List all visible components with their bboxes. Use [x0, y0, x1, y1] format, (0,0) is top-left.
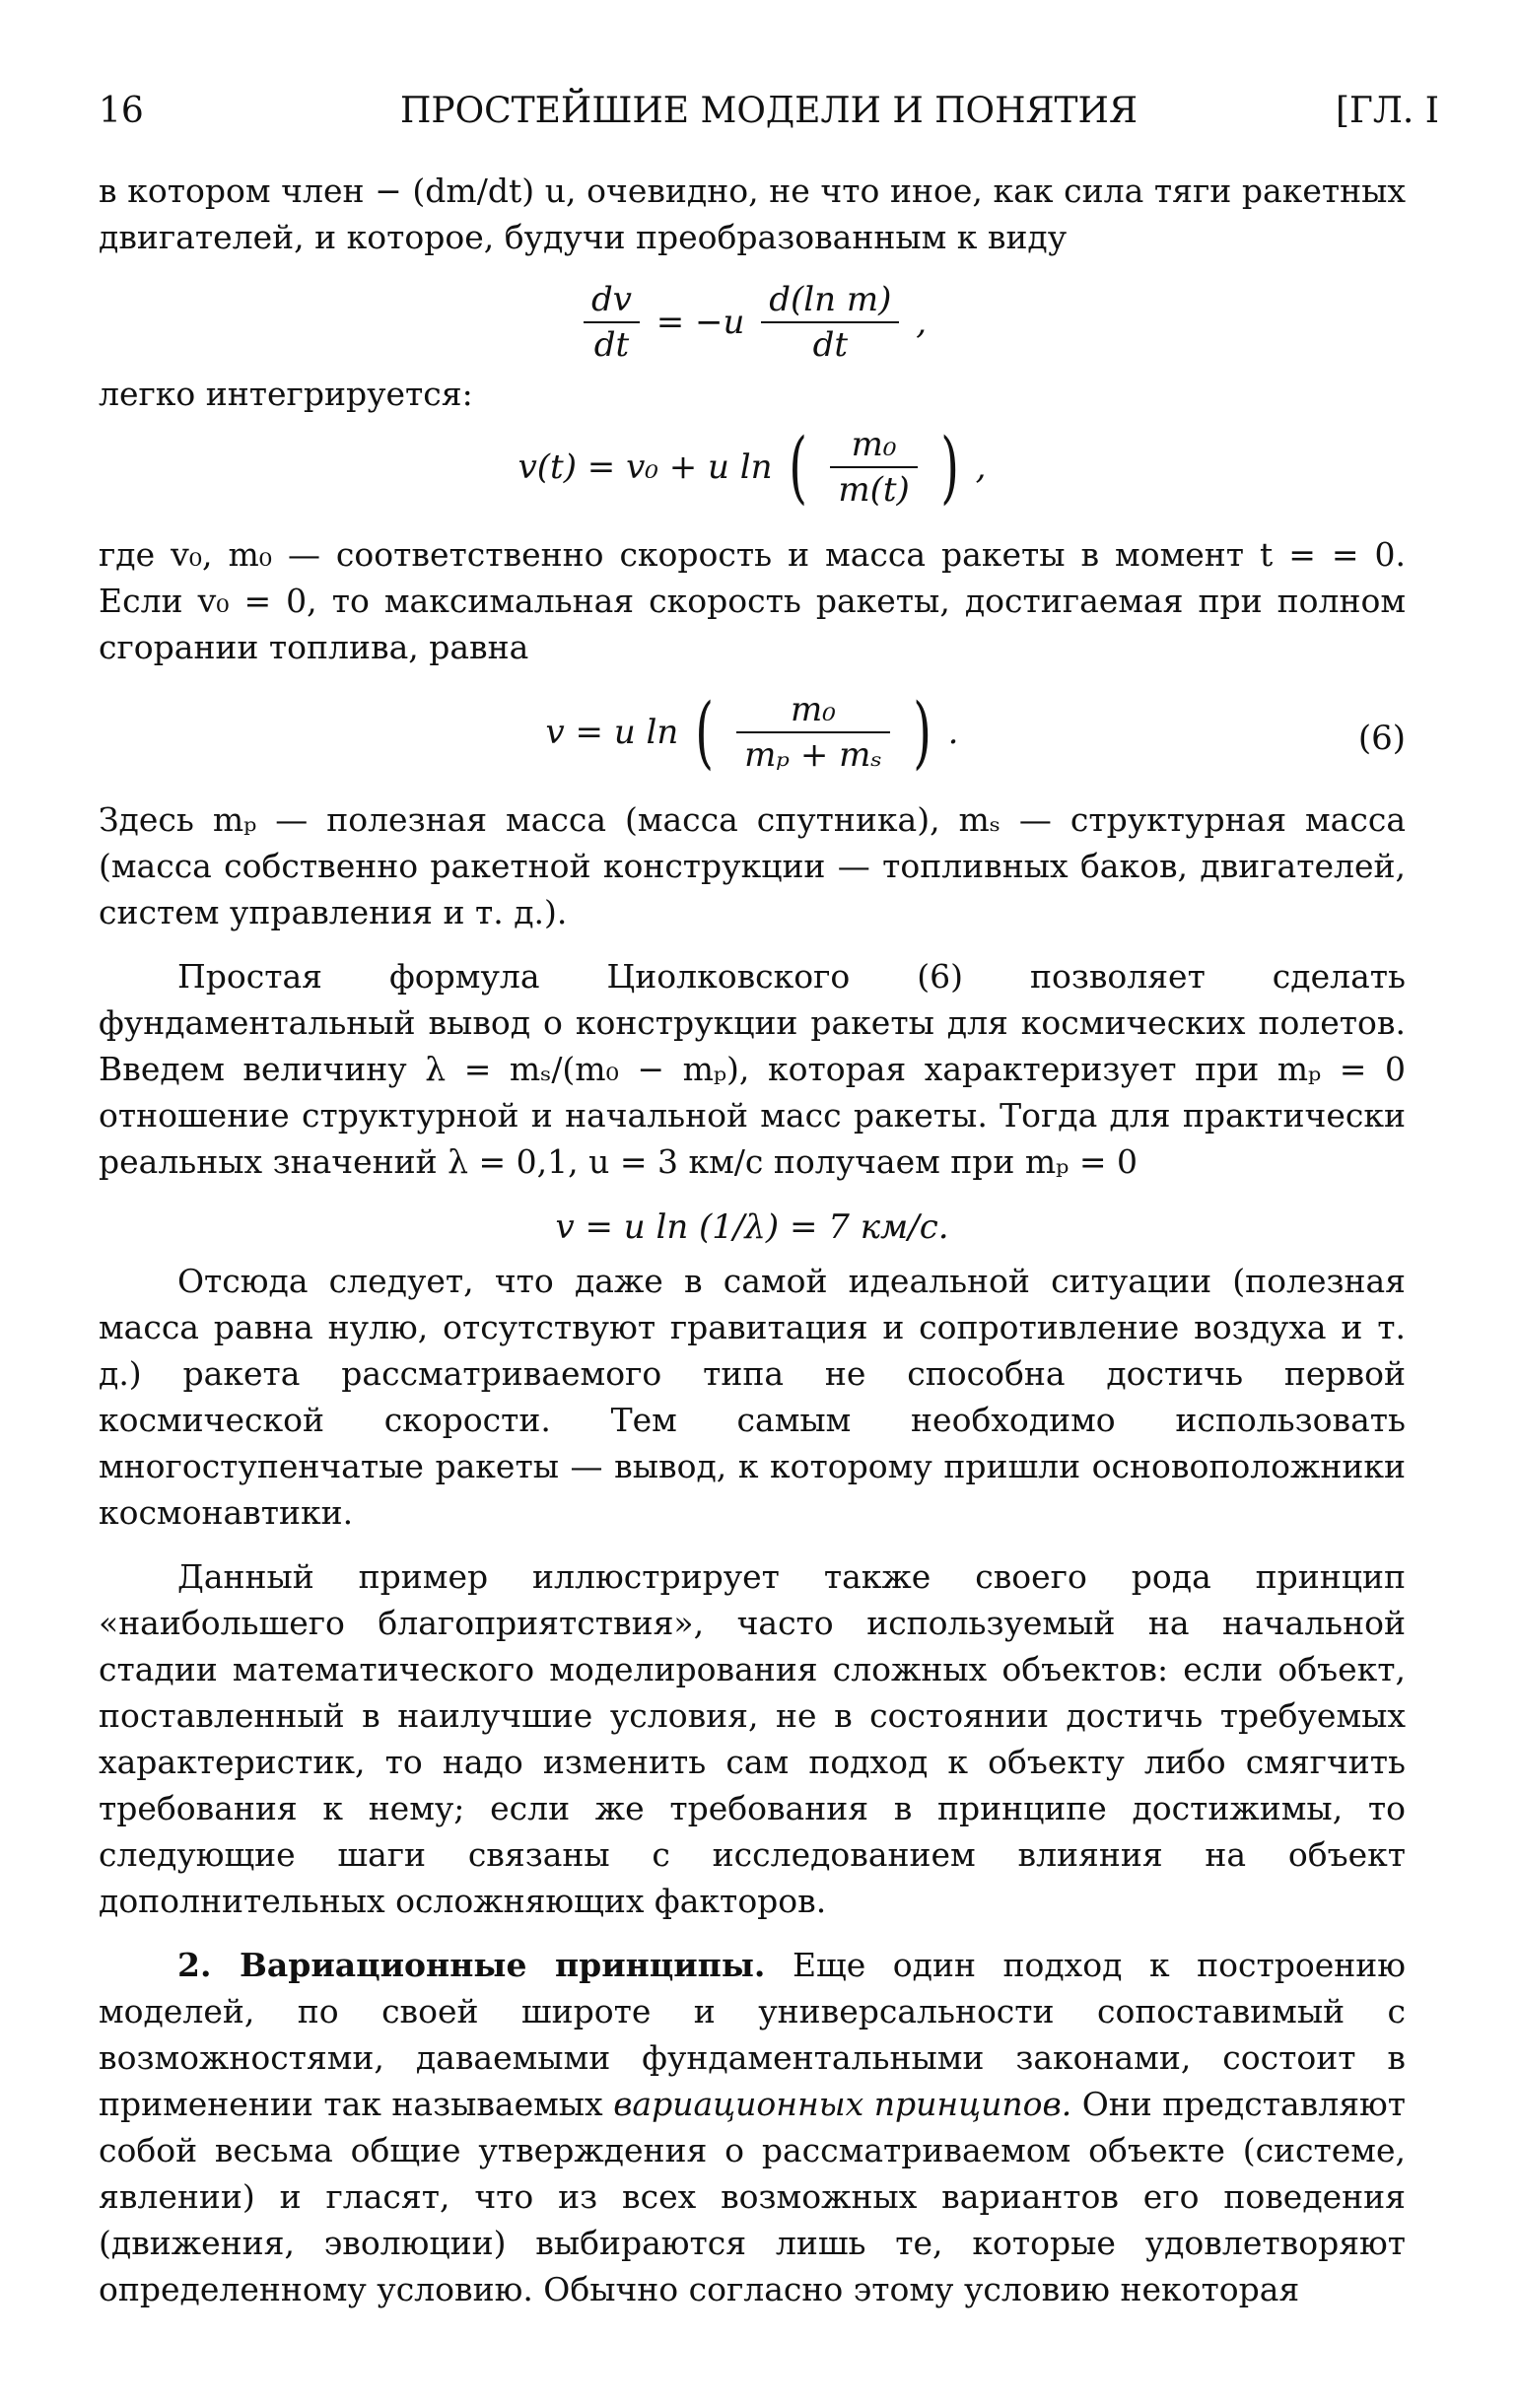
equation-punctuation: ,: [975, 447, 987, 487]
fraction-numerator: m₀: [830, 423, 917, 468]
paragraph-4: Здесь mₚ — полезная масса (масса спутника), mₛ — структурная масса (масса собственно ракетной конструкции — топливных баков, двигателей, систем управления и т. д.).: [99, 800, 1406, 931]
fraction-denominator: dt: [812, 325, 849, 365]
paragraph-2: легко интегрируется:: [99, 375, 473, 413]
running-header: [99, 91, 1439, 140]
page-number: 16: [99, 91, 144, 131]
paragraph-1: в котором член − (dm/dt) u, очевидно, не что иное, как сила тяги ракетных двигателей, и которое, будучи преобразованным к виду: [99, 172, 1406, 256]
paragraph-8: [99, 1942, 1406, 2312]
fraction-numerator: d(ln m): [761, 278, 899, 323]
fraction-numerator: m₀: [736, 688, 890, 733]
equation-velocity: [99, 423, 1406, 531]
equation-result: [99, 1203, 1406, 1258]
page-body: [99, 168, 1406, 2330]
equation-6: [99, 688, 1406, 796]
equation-dvdt: [99, 278, 1406, 371]
paragraph-5: Простая формула Циолковского (6) позволяет сделать фундаментальный вывод о конструкции ракеты для космических полетов. Введем величину λ = mₛ/(m₀ − mₚ), которая характеризует при mₚ = 0 отношение структурной и начальной масс ракеты. Тогда для практически реальных значений λ = 0,1, u = 3 км/с получаем при mₚ = 0: [99, 957, 1406, 1181]
paragraph-6: Отсюда следует, что даже в самой идеальной ситуации (полезная масса равна нулю, отсутствуют гравитация и сопротивление воздуха и т. д.) ракета рассматриваемого типа не способна достичь первой космической скорости. Тем самым необходимо использовать многоступенчатые ракеты — вывод, к которому пришли основоположники космонавтики.: [99, 1262, 1406, 1532]
equation-number: (6): [1357, 719, 1406, 758]
left-paren: (: [695, 686, 715, 778]
left-paren: (: [789, 421, 808, 513]
fraction-denominator: m(t): [838, 470, 910, 510]
equation-punctuation: .: [947, 712, 959, 752]
fraction-denominator: mₚ + mₛ: [744, 735, 882, 775]
equation-operator: = −u: [656, 302, 745, 342]
fraction-denominator: dt: [593, 325, 630, 365]
paragraph-3: где v₀, m₀ — соответственно скорость и масса ракеты в момент t = = 0. Если v₀ = 0, то максимальная скорость ракеты, достигаемая при полном сгорании топлива, равна: [99, 535, 1406, 666]
equation-punctuation: ,: [916, 302, 928, 342]
paragraph-8-text-b: Они представляют собой весьма общие утверждения о рассматриваемом объекте (системе, явлении) и гласят, что из всех возможных вариантов его поведения (движения, эволюции) выбираются лишь те, которые удовлетворяют определенному условию. Обычно согласно этому условию некоторая: [99, 2085, 1407, 2308]
running-title: ПРОСТЕЙШИЕ МОДЕЛИ И ПОНЯТИЯ: [399, 91, 1138, 131]
chapter-label: [ГЛ. I: [1335, 91, 1439, 131]
fraction-numerator: dv: [584, 278, 640, 323]
fraction: [761, 278, 899, 367]
section-heading: 2. Вариационные принципы.: [177, 1946, 766, 1984]
fraction: [584, 278, 640, 367]
fraction: [830, 423, 917, 512]
paragraph-8-text-a: Еще один подход к построению моделей, по своей широте и универсальности сопоставимый с возможностями, даваемыми фундаментальными законами, состоит в применении так называемых: [99, 1946, 1406, 2123]
paragraph-7: Данный пример иллюстрирует также своего рода принцип «наибольшего благоприятствия», часто используемый на начальной стадии математического моделирования сложных объектов: если объект, поставленный в наилучшие условия, не в состоянии достичь требуемых характеристик, то надо изменить сам подход к объекту либо смягчить требования к нему; если же требования в принципе достижимы, то следующие шаги связаны с исследованием влияния на объект дополнительных осложняющих факторов.: [99, 1557, 1406, 1920]
equation-text: v = u ln (1/λ) = 7 км/с.: [555, 1206, 949, 1247]
equation-lhs: v(t) = v₀ + u ln: [518, 447, 773, 487]
fraction: [736, 688, 890, 777]
right-paren: ): [939, 421, 959, 513]
equation-lhs: v = u ln: [545, 712, 679, 752]
emphasis-term: вариационных принципов.: [613, 2085, 1072, 2123]
right-paren: ): [912, 686, 932, 778]
